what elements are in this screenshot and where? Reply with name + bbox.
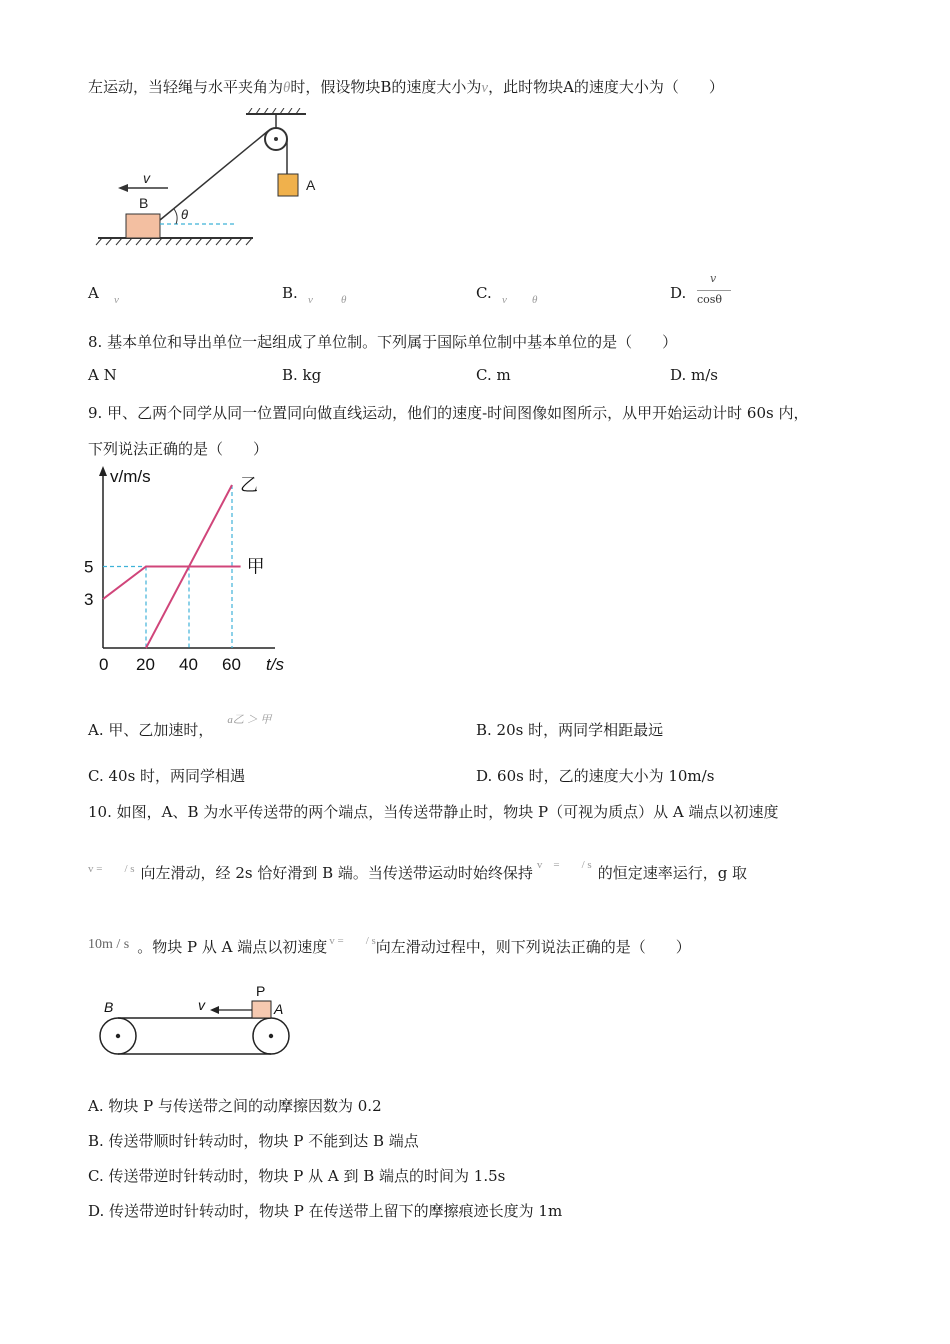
block-b: [126, 214, 160, 238]
q7-option-b-v: v: [308, 294, 313, 306]
q10-option-a[interactable]: A. 物块 P 与传送带之间的动摩擦因数为 0.2: [88, 1097, 382, 1115]
q10-stem-line2: $^{v = / s}$ 向左滑动，经 2s 恰好滑到 B 端。当传送带运动时始终保持 $^{v = / s}$ 的恒定速率运行，g 取: [88, 859, 748, 882]
series-jia-line: [103, 567, 241, 600]
block-p-label: P: [256, 983, 266, 999]
theta-arc: [174, 209, 177, 224]
q7-option-d-fraction-bar: [697, 290, 731, 291]
q8-option-c[interactable]: C. m: [476, 366, 511, 384]
left-roller-axle: [116, 1034, 120, 1038]
velocity-arrowhead: [210, 1006, 219, 1014]
y-tick-5: 5: [84, 557, 94, 577]
q7-option-d-denominator: cosθ: [697, 293, 723, 306]
velocity-arrowhead: [118, 184, 128, 192]
series-label-yi: 乙: [240, 475, 258, 495]
q10-option-c[interactable]: C. 传送带逆时针转动时，物块 P 从 A 到 B 端点的时间为 1.5s: [88, 1167, 506, 1185]
q9-stem-line1: 9. 甲、乙两个同学从同一位置同向做直线运动，他们的速度-时间图像如图所示，从甲开始运动计时 60s 内，: [88, 404, 809, 422]
q9-option-a-formula: a乙 ＞ 甲: [227, 714, 272, 726]
y-axis-label: v/m/s: [110, 467, 151, 486]
q7-option-c-theta: θ: [532, 294, 538, 306]
series-label-jia: 甲: [246, 556, 265, 577]
x-tick-20: 20: [136, 655, 155, 674]
ground-hatch: [96, 238, 252, 245]
q9-stem-line2: 下列说法正确的是（ ）: [88, 440, 269, 458]
block-a-label: A: [306, 177, 316, 193]
y-axis-arrow: [99, 466, 107, 476]
q8-option-d[interactable]: D. m/s: [670, 366, 719, 384]
q8-option-b[interactable]: B. kg: [282, 366, 322, 384]
rope-slanted: [160, 131, 268, 220]
q10-stem-line3: 10m / s 。物块 P 从 A 端点以初速度 $^{v = / s}$向左滑动过程中，则下列说法正确的是（ ）: [88, 935, 691, 956]
right-roller-axle: [269, 1034, 273, 1038]
x-axis-label: t/s: [266, 655, 284, 674]
end-b-label: B: [104, 999, 114, 1015]
velocity-label: v: [143, 170, 150, 186]
q7-option-a[interactable]: A: [88, 284, 99, 302]
q10-stem-line1: 10. 如图，A、B 为水平传送带的两个端点，当传送带静止时，物块 P（可视为质点）从 A 端点以初速度: [88, 803, 779, 821]
q7-pulley-figure: [88, 108, 338, 248]
q7-option-b-theta: θ: [341, 294, 347, 306]
q7-option-b[interactable]: B.: [282, 284, 298, 302]
pulley-axle: [274, 137, 278, 141]
block-b-label: B: [139, 195, 149, 211]
q7-option-d-numerator: v: [710, 272, 717, 285]
y-tick-3: 3: [84, 590, 94, 610]
x-tick-0: 0: [99, 655, 109, 674]
velocity-label: v: [198, 997, 205, 1013]
q9-velocity-time-chart: [80, 462, 310, 682]
theta-label: θ: [181, 207, 189, 222]
q7-option-d[interactable]: D.: [670, 284, 687, 302]
q10-conveyor-figure: [92, 980, 302, 1060]
q10-option-d[interactable]: D. 传送带逆时针转动时，物块 P 在传送带上留下的摩擦痕迹长度为 1m: [88, 1202, 563, 1220]
q7-option-c[interactable]: C.: [476, 284, 492, 302]
q7-option-c-v: v: [502, 294, 507, 306]
q9-option-b[interactable]: B. 20s 时，两同学相距最远: [476, 721, 664, 739]
q9-option-d[interactable]: D. 60s 时，乙的速度大小为 10m/s: [476, 767, 715, 785]
block-p: [252, 1001, 271, 1018]
q7-option-a-formula: v: [114, 294, 119, 306]
q8-option-a[interactable]: A N: [88, 366, 117, 384]
q9-option-c[interactable]: C. 40s 时，两同学相遇: [88, 767, 246, 785]
q8-stem: 8. 基本单位和导出单位一起组成了单位制。下列属于国际单位制中基本单位的是（ ）: [88, 333, 678, 351]
block-a: [278, 174, 298, 196]
q10-option-b[interactable]: B. 传送带顺时针转动时，物块 P 不能到达 B 端点: [88, 1132, 419, 1150]
x-tick-40: 40: [179, 655, 198, 674]
end-a-label: A: [274, 1001, 284, 1017]
x-tick-60: 60: [222, 655, 241, 674]
q9-option-a[interactable]: A. 甲、乙加速时，$^{a乙 > 甲}$: [88, 714, 272, 739]
q7-stem: 左运动，当轻绳与水平夹角为θ时，假设物块B的速度大小为v，此时物块A的速度大小为（ ）: [88, 78, 724, 96]
